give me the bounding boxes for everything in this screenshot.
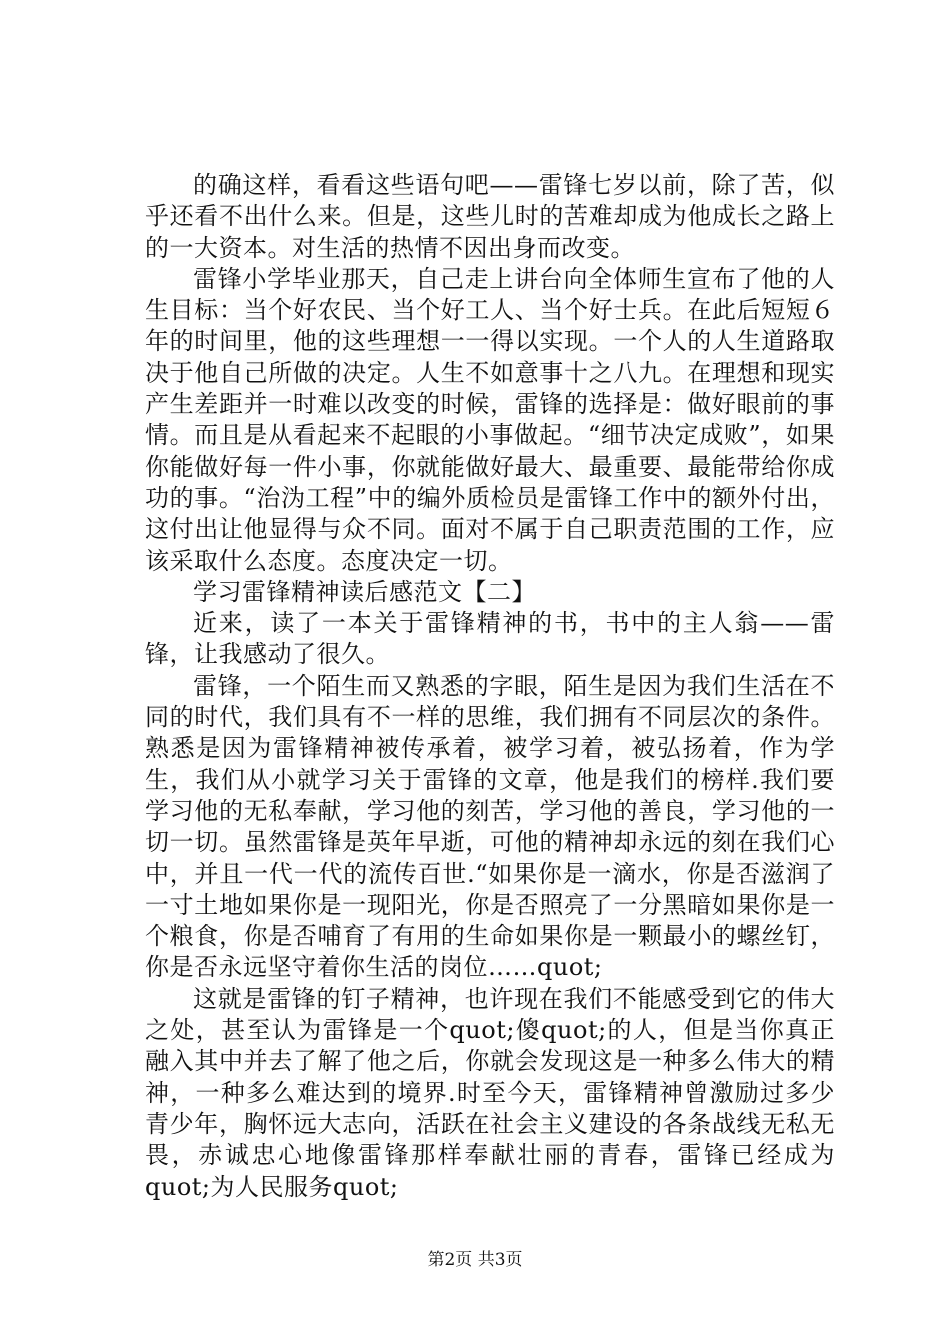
paragraph: 近来，读了一本关于雷锋精神的书，书中的主人翁——雷锋，让我感动了很久。 [145, 609, 835, 669]
paragraph: 雷锋小学毕业那天，自己走上讲台向全体师生宣布了他的人生目标：当个好农民、当个好工人、当个好士兵。在此后短短６年的时间里，他的这些理想一一得以实现。一个人的人生道路取决于他自己所做的决定。人生不如意事十之八九。在理想和现实产生差距并一时难以改变的时候，雷锋的选择是：做好眼前的事情。而且是从看起来不起眼的小事做起。“细节决定成败”，如果你能做好每一件小事，你就能做好最大、最重要、最能带给你成功的事。“治沩工程”中的编外质检员是雷锋工作中的额外付出，这付出让他显得与众不同。面对不属于自己职责范围的工作，应该采取什么态度。态度决定一切。 [145, 264, 835, 575]
document-body [145, 170, 835, 1203]
paragraph: 雷锋，一个陌生而又熟悉的字眼，陌生是因为我们生活在不同的时代，我们具有不一样的思维，我们拥有不同层次的条件。熟悉是因为雷锋精神被传承着，被学习着，被弘扬着，作为学生，我们从小就学习关于雷锋的文章，他是我们的榜样.我们要学习他的无私奉献，学习他的刻苦，学习他的善良，学习他的一切一切。虽然雷锋是英年早逝，可他的精神却永远的刻在我们心中，并且一代一代的流传百世.“如果你是一滴水，你是否滋润了一寸土地如果你是一现阳光，你是否照亮了一分黑暗如果你是一个粮食，你是否哺育了有用的生命如果你是一颗最小的螺丝钉，你是否永远坚守着你生活的岗位……quot; [145, 671, 835, 982]
paragraph: 的确这样，看看这些语句吧——雷锋七岁以前，除了苦，似乎还看不出什么来。但是，这些儿时的苦难却成为他成长之路上的一大资本。对生活的热情不因出身而改变。 [145, 171, 835, 262]
paragraph: 这就是雷锋的钉子精神，也许现在我们不能感受到它的伟大之处，甚至认为雷锋是一个quot;傻quot;的人，但是当你真正融入其中并去了解了他之后，你就会发现这是一种多么伟大的精神，一种多么难达到的境界.时至今天，雷锋精神曾激励过多少青少年，胸怀远大志向，活跃在社会主义建设的各条战线无私无畏，赤诚忠心地像雷锋那样奉献壮丽的青春，雷锋已经成为quot;为人民服务quot; [145, 984, 835, 1201]
page-footer: 第2页 共3页 [427, 1250, 523, 1270]
section-heading: 学习雷锋精神读后感范文【二】 [193, 577, 536, 606]
